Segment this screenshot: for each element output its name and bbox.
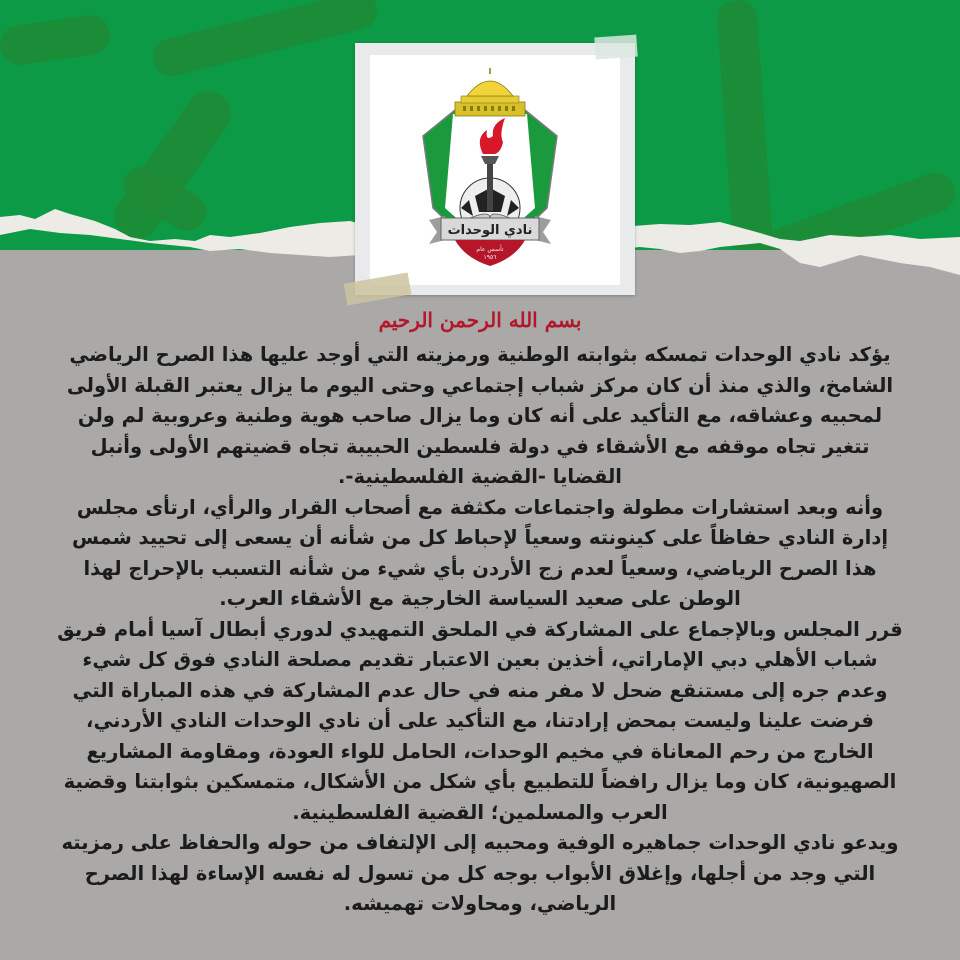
statement-paragraph-3: قرر المجلس وبالإجماع على المشاركة في الملحق التمهيدي لدوري أبطال آسيا أمام فريق شباب الأهلي دبي الإماراتي، أخذين بعين الاعتبار تقديم مصلحة النادي فوق كل شيء وعدم جره إلى مستنقع ضحل لا مفر منه في حال عدم المشاركة في هذه المباراة التي فرضت علينا وليست بمحض إرادتنا، مع التأكيد على أن نادي الوحدات النادي الأردني، الخارج من رحم المعاناة في مخيم الوحدات، الحامل للواء العودة، ومقاومة المشاريع الصهيونية، كان وما يزال رافضاً للتطبيع بأي شكل من الأشكال، متمسكين بثوابتنا وقضية العرب والمسلمين؛ القضية الفلسطينية. bbox=[57, 617, 903, 824]
founded-year: ١٩٥٦ bbox=[483, 254, 497, 261]
club-crest-logo bbox=[415, 68, 565, 268]
torch-icon bbox=[487, 163, 493, 211]
founded-badge bbox=[455, 240, 525, 266]
tape-strip-top bbox=[594, 35, 637, 60]
club-name-text: نادي الوحدات bbox=[447, 223, 533, 238]
club-statement bbox=[55, 340, 905, 920]
statement-paragraph-2: وأنه وبعد استشارات مطولة واجتماعات مكثفة مع أصحاب القرار والرأي، ارتأى مجلس إدارة النادي حفاظاً على كينونته وسعياً لإحباط كل من شأنه أن يسعى إلى تحييد شمس هذا الصرح الرياضي، وسعياً لعدم زج الأردن بأي شيء من شأنه التسبب بالإحراج لهذا الوطن على صعيد السياسة الخارجية مع الأشقاء العرب. bbox=[71, 495, 889, 610]
statement-paragraph-4: ويدعو نادي الوحدات جماهيره الوفية ومحبيه إلى الإلتفاف من حوله والحفاظ على رمزيته التي وجد من أجلها، وإغلاق الأبواب بوجه كل من تسول له نفسه الإساءة لهذا الصرح الرياضي، ومحاولات تهميشه. bbox=[61, 831, 899, 915]
founded-text: تأسس عام bbox=[476, 246, 504, 253]
statement-paragraph-1: يؤكد نادي الوحدات تمسكه بثوابته الوطنية ورمزيته التي أوجد عليها هذا الصرح الرياضي الشامخ، والذي منذ أن كان مركز شباب إجتماعي وحتى اليوم ما يزال يعتبر القبلة الأولى لمحبيه وعشاقه، مع التأكيد على أنه كان وما يزال صاحب هوية وطنية وعروبية لم ولن تتغير تجاه موقفه مع الأشقاء في دولة فلسطين الحبيبة تجاه قضيتهم الأولى وأنبل القضايا -القضية الفلسطينية-. bbox=[66, 343, 894, 488]
basmala-heading: بسم الله الرحمن الرحيم bbox=[378, 308, 582, 332]
background-calligraphy-stroke bbox=[0, 13, 112, 68]
background-calligraphy-stroke bbox=[149, 0, 381, 80]
